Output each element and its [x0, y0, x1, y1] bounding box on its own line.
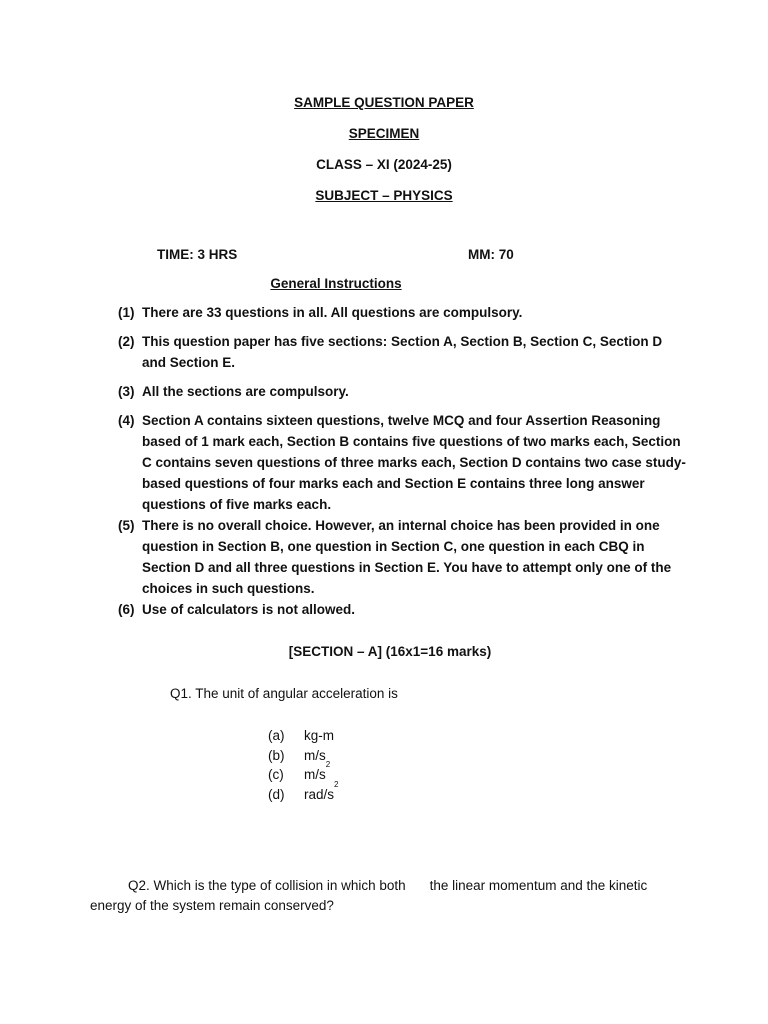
instruction-text: All the sections are compulsory.: [142, 384, 349, 399]
question-2-part-3: energy of the system remain conserved?: [90, 898, 334, 913]
option-text: m/s: [304, 747, 326, 763]
subject-label: SUBJECT – PHYSICS: [315, 188, 453, 203]
question-1-options: [268, 726, 338, 804]
option-d: [268, 779, 339, 805]
instruction-item: [118, 515, 688, 599]
instruction-number: (1): [118, 305, 135, 320]
option-superscript: 2: [334, 779, 339, 789]
option-text: m/s: [304, 767, 326, 782]
time-label: TIME: 3 HRS: [157, 247, 238, 262]
option-label: (c): [268, 767, 284, 782]
section-a-heading: [SECTION – A] (16x1=16 marks): [288, 644, 492, 659]
option-text: rad/s: [304, 786, 335, 802]
instruction-number: (3): [118, 384, 135, 399]
instruction-text: There are 33 questions in all. All questions are compulsory.: [142, 305, 523, 320]
question-1-text: Q1. The unit of angular acceleration is: [170, 686, 398, 701]
option-c: [268, 760, 338, 785]
instruction-text: Section A contains sixteen questions, twelve MCQ and four Assertion Reasoning based of 1 mark each, Section B contains five questions of two marks each, Section C contains seven questions of three marks each, Section D contains two case study-based questions of four marks each and Section E contains three long answer questions of five marks each.: [142, 413, 686, 512]
instruction-text: Use of calculators is not allowed.: [142, 602, 356, 617]
instruction-number: (4): [118, 413, 135, 428]
option-label: (a): [268, 728, 285, 743]
max-marks-label: MM: 70: [468, 247, 514, 262]
question-2-part-1: Q2. Which is the type of collision in which both: [128, 878, 406, 893]
instruction-number: (6): [118, 602, 135, 617]
instruction-item: [118, 302, 688, 323]
paper-title: SAMPLE QUESTION PAPER: [294, 95, 474, 110]
specimen-label: SPECIMEN: [348, 126, 420, 141]
question-2-part-2: the linear momentum and the kinetic: [429, 878, 648, 893]
question-2-text: [90, 876, 690, 916]
instruction-item: [118, 381, 688, 402]
instruction-item: [118, 410, 688, 515]
class-label: CLASS – XI (2024-25): [316, 157, 452, 172]
instruction-number: (5): [118, 518, 135, 533]
option-label: (d): [268, 786, 285, 802]
instructions-heading: General Instructions: [270, 276, 402, 291]
option-text: kg-m: [304, 728, 334, 743]
instruction-text: There is no overall choice. However, an internal choice has been provided in one question in Section B, one question in Section C, one question in each CBQ in Section D and all three questions in Section E. You have to attempt only one of the choices in such questions.: [142, 518, 672, 596]
instruction-number: (2): [118, 334, 135, 349]
instruction-item: [118, 331, 688, 373]
instruction-text: This question paper has five sections: Section A, Section B, Section C, Section D and Section E.: [142, 334, 663, 370]
instruction-item: [118, 599, 688, 620]
option-label: (b): [268, 747, 285, 763]
option-a: [268, 726, 338, 746]
instructions-list: [118, 302, 688, 620]
option-superscript: 2: [325, 760, 331, 769]
